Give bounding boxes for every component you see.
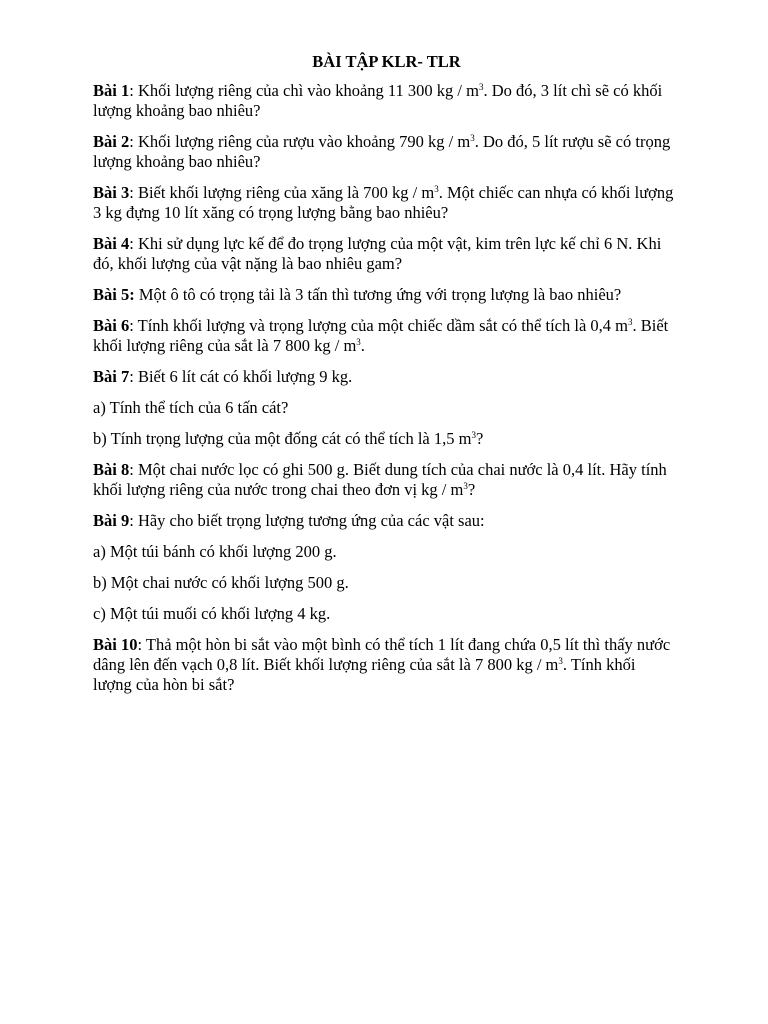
- exercise-9c: c) Một túi muối có khối lượng 4 kg.: [93, 604, 331, 623]
- exercise-label: Bài 5:: [93, 285, 135, 304]
- exercise-6: Bài 6: Tính khối lượng và trọng lượng của một chiếc dầm sắt có thể tích là 0,4 $m^3$. Biết khối lượng riêng của sắt là 7 800 kg / $m^3$.: [93, 316, 669, 355]
- exercise-label: Bài 8: [93, 460, 130, 479]
- exercise-5: Bài 5: Một ô tô có trọng tải là 3 tấn thì tương ứng với trọng lượng là bao nhiêu?: [93, 285, 622, 304]
- exercise-4: Bài 4: Khi sử dụng lực kế để đo trọng lượng của một vật, kim trên lực kế chỉ 6 N. Khi đó, khối lượng của vật nặng là bao nhiêu gam?: [93, 234, 662, 273]
- exercise-9a: a) Một túi bánh có khối lượng 200 g.: [93, 542, 337, 561]
- exercise-8: Bài 8: Một chai nước lọc có ghi 500 g. Biết dung tích của chai nước là 0,4 lít. Hãy tính khối lượng riêng của nước trong chai theo đơn vị kg / $m^3$?: [93, 460, 667, 499]
- exercise-7a: a) Tính thể tích của 6 tấn cát?: [93, 398, 289, 417]
- exercise-label: Bài 3: [93, 183, 130, 202]
- exercise-label: Bài 7: [93, 367, 130, 386]
- document-title: BÀI TẬP KLR- TLR: [312, 52, 461, 71]
- exercise-label: Bài 9: [93, 511, 130, 530]
- exercise-label: Bài 2: [93, 132, 130, 151]
- exercise-label: Bài 1: [93, 81, 130, 100]
- exercise-1: Bài 1: Khối lượng riêng của chì vào khoảng 11 300 kg / $m^3$. Do đó, 3 lít chì sẽ có khối lượng khoảng bao nhiêu?: [93, 81, 663, 120]
- exercise-10: Bài 10: Thả một hòn bi sắt vào một bình có thể tích 1 lít đang chứa 0,5 lít thì thấy nước dâng lên đến vạch 0,8 lít. Biết khối lượng riêng của sắt là 7 800 kg / $m^3$. Tính khối lượng của hòn bi sắt?: [93, 635, 671, 694]
- exercise-9b: b) Một chai nước có khối lượng 500 g.: [93, 573, 349, 592]
- exercise-label: Bài 4: [93, 234, 130, 253]
- exercise-label: Bài 6: [93, 316, 130, 335]
- exercise-label: Bài 10: [93, 635, 138, 654]
- exercise-7b: b) Tính trọng lượng của một đống cát có thể tích là 1,5 $m^3$?: [93, 429, 484, 448]
- exercise-7: Bài 7: Biết 6 lít cát có khối lượng 9 kg.: [93, 367, 353, 386]
- exercise-3: Bài 3: Biết khối lượng riêng của xăng là 700 kg / $m^3$. Một chiếc can nhựa có khối lượng 3 kg đựng 10 lít xăng có trọng lượng bằng bao nhiêu?: [93, 183, 674, 222]
- exercise-9: Bài 9: Hãy cho biết trọng lượng tương ứng của các vật sau:: [93, 511, 485, 530]
- exercise-2: Bài 2: Khối lượng riêng của rượu vào khoảng 790 kg / $m^3$. Do đó, 5 lít rượu sẽ có trọng lượng khoảng bao nhiêu?: [93, 132, 671, 171]
